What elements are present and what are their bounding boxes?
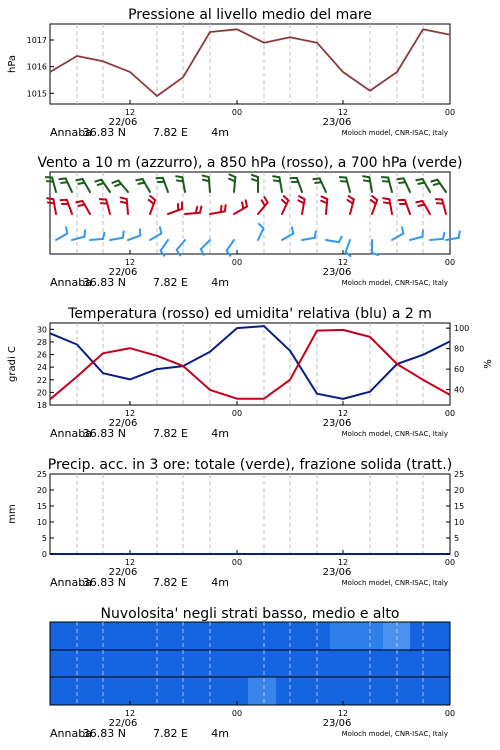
elevation: 4m (211, 427, 229, 440)
latitude: 36.83 N (82, 427, 126, 440)
elevation: 4m (211, 727, 229, 740)
barb-feather (59, 178, 65, 179)
barb-feather (399, 182, 405, 183)
precipitation-panel (7, 457, 464, 589)
y-tick-label: 15 (454, 502, 465, 511)
date-label: 22/06 (108, 718, 138, 729)
barb-feather (123, 231, 124, 237)
location-name: Annaba (50, 727, 92, 740)
pressure-y-axis-label: hPa (7, 54, 18, 74)
y-tick-label: 1015 (26, 89, 47, 99)
y-tick-label: 40 (454, 385, 465, 395)
x-tick-label: 00 (444, 108, 456, 117)
date-label: 22/06 (108, 267, 138, 278)
longitude: 7.82 E (153, 427, 188, 440)
pressure-panel (7, 7, 455, 139)
x-tick-label: 00 (444, 709, 456, 718)
location-name: Annaba (50, 276, 92, 289)
precipitation-x-axis (50, 558, 455, 589)
model-credit: Moloch model, CNR-ISAC, Italy (341, 129, 448, 137)
cloud-cell (330, 622, 383, 650)
barb-shaft (326, 199, 327, 214)
x-tick-label: 00 (444, 258, 456, 267)
x-tick-label: 00 (444, 409, 456, 418)
x-tick-label: 12 (337, 258, 349, 267)
temperature-chart-title: Temperatura (rosso) ed umidita' relativa (blu) a 2 m (68, 306, 432, 322)
barb-feather (225, 205, 226, 211)
barb-feather (364, 180, 370, 181)
cloud-cell (248, 677, 276, 705)
y-tick-label: 1017 (26, 36, 47, 45)
date-label: 23/06 (322, 117, 352, 128)
barb-shaft (209, 177, 210, 192)
barb-feather (242, 202, 243, 208)
barb-feather (383, 198, 389, 199)
temperature-x-axis (50, 409, 455, 440)
x-tick-label: 00 (231, 258, 243, 267)
humidity-y-axis-label: % (483, 359, 494, 369)
barb-shaft (185, 213, 200, 214)
y-tick-label: 5 (41, 534, 47, 543)
x-tick-label: 12 (124, 258, 136, 267)
model-credit: Moloch model, CNR-ISAC, Italy (341, 730, 448, 738)
y-tick-label: 0 (454, 550, 460, 559)
date-label: 23/06 (322, 718, 352, 729)
x-tick-label: 12 (337, 108, 349, 117)
cloud-x-axis (50, 709, 455, 740)
x-tick-label: 00 (444, 558, 456, 567)
barb-feather (274, 180, 280, 181)
precipitation-plot-frame (50, 474, 450, 554)
y-tick-label: 10 (454, 518, 465, 527)
barb-feather (78, 205, 84, 206)
barb-shaft (127, 199, 128, 214)
elevation: 4m (211, 126, 229, 139)
barb-feather (138, 183, 144, 184)
latitude: 36.83 N (82, 126, 126, 139)
barb-feather (136, 179, 142, 180)
cloud-cover-cells (50, 622, 450, 705)
pressure-x-axis (50, 108, 455, 139)
y-tick-label: 5 (454, 534, 460, 543)
barb-feather (418, 205, 424, 206)
y-tick-label: 30 (36, 325, 47, 335)
y-tick-label: 60 (454, 365, 465, 375)
date-label: 23/06 (322, 267, 352, 278)
barb-feather (418, 183, 424, 184)
x-tick-label: 12 (124, 108, 136, 117)
x-tick-label: 12 (124, 558, 136, 567)
y-tick-label: 0 (41, 550, 47, 559)
precipitation-chart-title: Precip. acc. in 3 ore: totale (verde), frazione solida (tratt.) (47, 457, 453, 473)
temperature-panel (7, 306, 494, 440)
cloud-panel (50, 606, 455, 740)
barb-feather (176, 176, 182, 177)
barb-feather (273, 176, 279, 177)
location-name: Annaba (50, 126, 92, 139)
temperature-plot-frame (50, 323, 450, 405)
barb-feather (363, 176, 369, 177)
barb-feather (384, 202, 390, 203)
x-tick-label: 12 (337, 709, 349, 718)
barb-feather (76, 201, 82, 202)
y-tick-label: 25 (454, 470, 465, 479)
x-tick-label: 12 (337, 558, 349, 567)
x-tick-label: 12 (337, 409, 349, 418)
y-tick-label: 26 (36, 350, 47, 360)
y-tick-label: 24 (36, 363, 47, 373)
barb-feather (402, 227, 403, 233)
longitude: 7.82 E (153, 576, 188, 589)
barb-feather (66, 227, 67, 233)
wind-chart-title: Vento a 10 m (azzurro), a 850 hPa (rosso), a 700 hPa (verde) (37, 155, 463, 171)
x-tick-label: 00 (231, 409, 243, 418)
wind-x-axis (50, 258, 455, 289)
barb-feather (177, 180, 183, 181)
pressure-chart-title: Pressione al livello medio del mare (128, 7, 372, 23)
x-tick-label: 12 (124, 409, 136, 418)
barb-feather (292, 227, 293, 233)
barb-feather (76, 179, 82, 180)
barb-feather (221, 206, 222, 212)
elevation: 4m (211, 576, 229, 589)
barb-shaft (430, 239, 443, 240)
y-tick-label: 28 (36, 337, 47, 347)
date-label: 22/06 (108, 418, 138, 429)
barb-feather (416, 201, 422, 202)
x-tick-label: 00 (231, 558, 243, 567)
cloud-band-mid (50, 650, 450, 677)
model-credit: Moloch model, CNR-ISAC, Italy (341, 279, 448, 287)
y-tick-label: 18 (36, 401, 47, 410)
y-tick-label: 10 (36, 518, 47, 527)
cloud-chart-title: Nuvolosita' negli strati basso, medio e alto (100, 606, 400, 622)
x-tick-label: 00 (231, 108, 243, 117)
elevation: 4m (211, 276, 229, 289)
barb-feather (246, 200, 247, 206)
longitude: 7.82 E (153, 727, 188, 740)
barb-feather (78, 183, 84, 184)
barb-feather (315, 231, 316, 237)
barb-feather (47, 198, 53, 199)
y-tick-label: 22 (36, 375, 47, 385)
model-credit: Moloch model, CNR-ISAC, Italy (341, 430, 448, 438)
latitude: 36.83 N (82, 576, 126, 589)
model-credit: Moloch model, CNR-ISAC, Italy (341, 579, 448, 587)
y-tick-label: 25 (36, 470, 47, 479)
latitude: 36.83 N (82, 727, 126, 740)
y-tick-label: 15 (36, 502, 47, 511)
barb-feather (160, 227, 161, 233)
location-name: Annaba (50, 576, 92, 589)
latitude: 36.83 N (82, 276, 126, 289)
y-tick-label: 100 (454, 324, 470, 334)
barb-shaft (90, 239, 103, 240)
barb-feather (313, 178, 319, 179)
temperature-y-axis-label: gradi C (7, 346, 18, 382)
x-tick-label: 12 (124, 709, 136, 718)
barb-feather (315, 182, 321, 183)
y-tick-label: 20 (454, 486, 465, 495)
barb-feather (397, 178, 403, 179)
location-name: Annaba (50, 427, 92, 440)
barb-feather (61, 182, 67, 183)
barb-feather (416, 179, 422, 180)
wind-panel (37, 155, 462, 289)
precipitation-y-axis-label: mm (7, 504, 18, 524)
date-label: 22/06 (108, 117, 138, 128)
y-tick-label: 80 (454, 344, 465, 354)
date-label: 23/06 (322, 418, 352, 429)
barb-feather (459, 231, 460, 237)
y-tick-label: 20 (36, 388, 47, 398)
x-tick-label: 00 (231, 709, 243, 718)
longitude: 7.82 E (153, 276, 188, 289)
barb-feather (48, 202, 54, 203)
barb-shaft (234, 177, 235, 192)
longitude: 7.82 E (153, 126, 188, 139)
date-label: 22/06 (108, 567, 138, 578)
y-tick-label: 1016 (26, 62, 47, 72)
date-label: 23/06 (322, 567, 352, 578)
y-tick-label: 20 (36, 486, 47, 495)
